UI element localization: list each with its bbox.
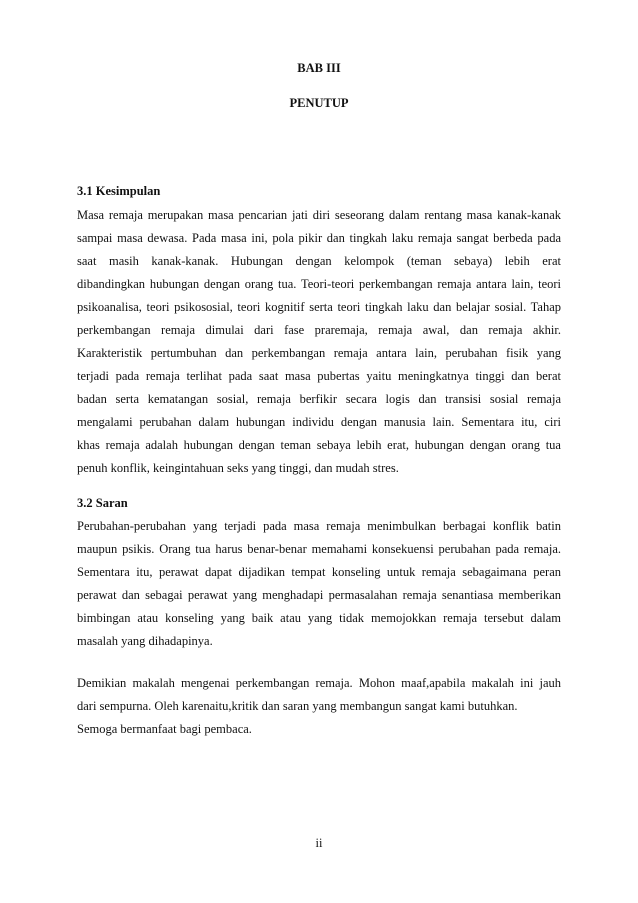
text-line: Karakteristik pertumbuhan dan perkembangan remaja antara lain, perubahan fisik yang — [77, 346, 561, 360]
chapter-label: BAB III — [297, 61, 341, 75]
paragraph-saran — [77, 515, 561, 653]
text-line: psikoanalisa, teori psikososial, teori kognitif serta teori tingkah laku dan belajar sosial. Tahap — [77, 300, 561, 314]
text-line: Perubahan-perubahan yang terjadi pada masa remaja menimbulkan berbagai konflik batin — [77, 519, 561, 533]
text-line: Sementara itu, perawat dapat dijadikan tempat konseling untuk remaja sebagaimana peran — [77, 565, 561, 579]
section-saran — [77, 492, 561, 515]
section-kesimpulan — [77, 180, 561, 203]
paragraph-closing — [77, 672, 561, 741]
page-number: ii — [315, 836, 323, 850]
text-line: Semoga bermanfaat bagi pembaca. — [77, 722, 252, 736]
text-line: perkembangan remaja dimulai dari fase praremaja, remaja awal, dan remaja akhir. — [77, 323, 561, 337]
text-line: penuh konflik, keingintahuan seks yang tinggi, dan mudah stres. — [77, 461, 399, 475]
text-line: perawat dan sebagai perawat yang menghadapi permasalahan remaja senantiasa memberikan — [77, 588, 561, 602]
text-line: dari sempurna. Oleh karenaitu,kritik dan saran yang membangun sangat kami butuhkan. — [77, 699, 518, 713]
text-line: mengalami perubahan dalam hubungan individu dengan manusia lain. Sementara itu, ciri — [77, 415, 561, 429]
text-line: badan serta kematangan sosial, remaja berfikir secara logis dan transisi sosial remaja — [77, 392, 561, 406]
text-line: terjadi pada remaja terlihat pada saat masa pubertas yaitu meningkatnya tinggi dan berat — [77, 369, 561, 383]
text-line: maupun psikis. Orang tua harus benar-benar memahami konsekuensi perubahan pada remaja. — [77, 542, 561, 556]
text-line: masalah yang dihadapinya. — [77, 634, 213, 648]
text-line: sampai masa dewasa. Pada masa ini, pola pikir dan tingkah laku remaja sangat berbeda pada — [77, 231, 561, 245]
section-heading: 3.2 Saran — [77, 496, 128, 510]
text-line: Masa remaja merupakan masa pencarian jati diri seseorang dalam rentang masa kanak-kanak — [77, 208, 561, 222]
text-line: saat masih kanak-kanak. Hubungan dengan kelompok (teman sebaya) lebih erat — [77, 254, 561, 268]
text-line: bimbingan atau konseling yang baik atau yang tidak memojokkan remaja tersebut dalam — [77, 611, 561, 625]
text-line: khas remaja adalah hubungan dengan teman sebaya lebih erat, hubungan dengan orang tua — [77, 438, 561, 452]
text-line: dibandingkan hubungan dengan orang tua. Teori-teori perkembangan remaja antara lain, teori — [77, 277, 561, 291]
chapter-title: PENUTUP — [289, 96, 349, 110]
text-line: Demikian makalah mengenai perkembangan remaja. Mohon maaf,apabila makalah ini jauh — [77, 676, 561, 690]
section-heading: 3.1 Kesimpulan — [77, 184, 161, 198]
paragraph-kesimpulan — [77, 204, 561, 480]
